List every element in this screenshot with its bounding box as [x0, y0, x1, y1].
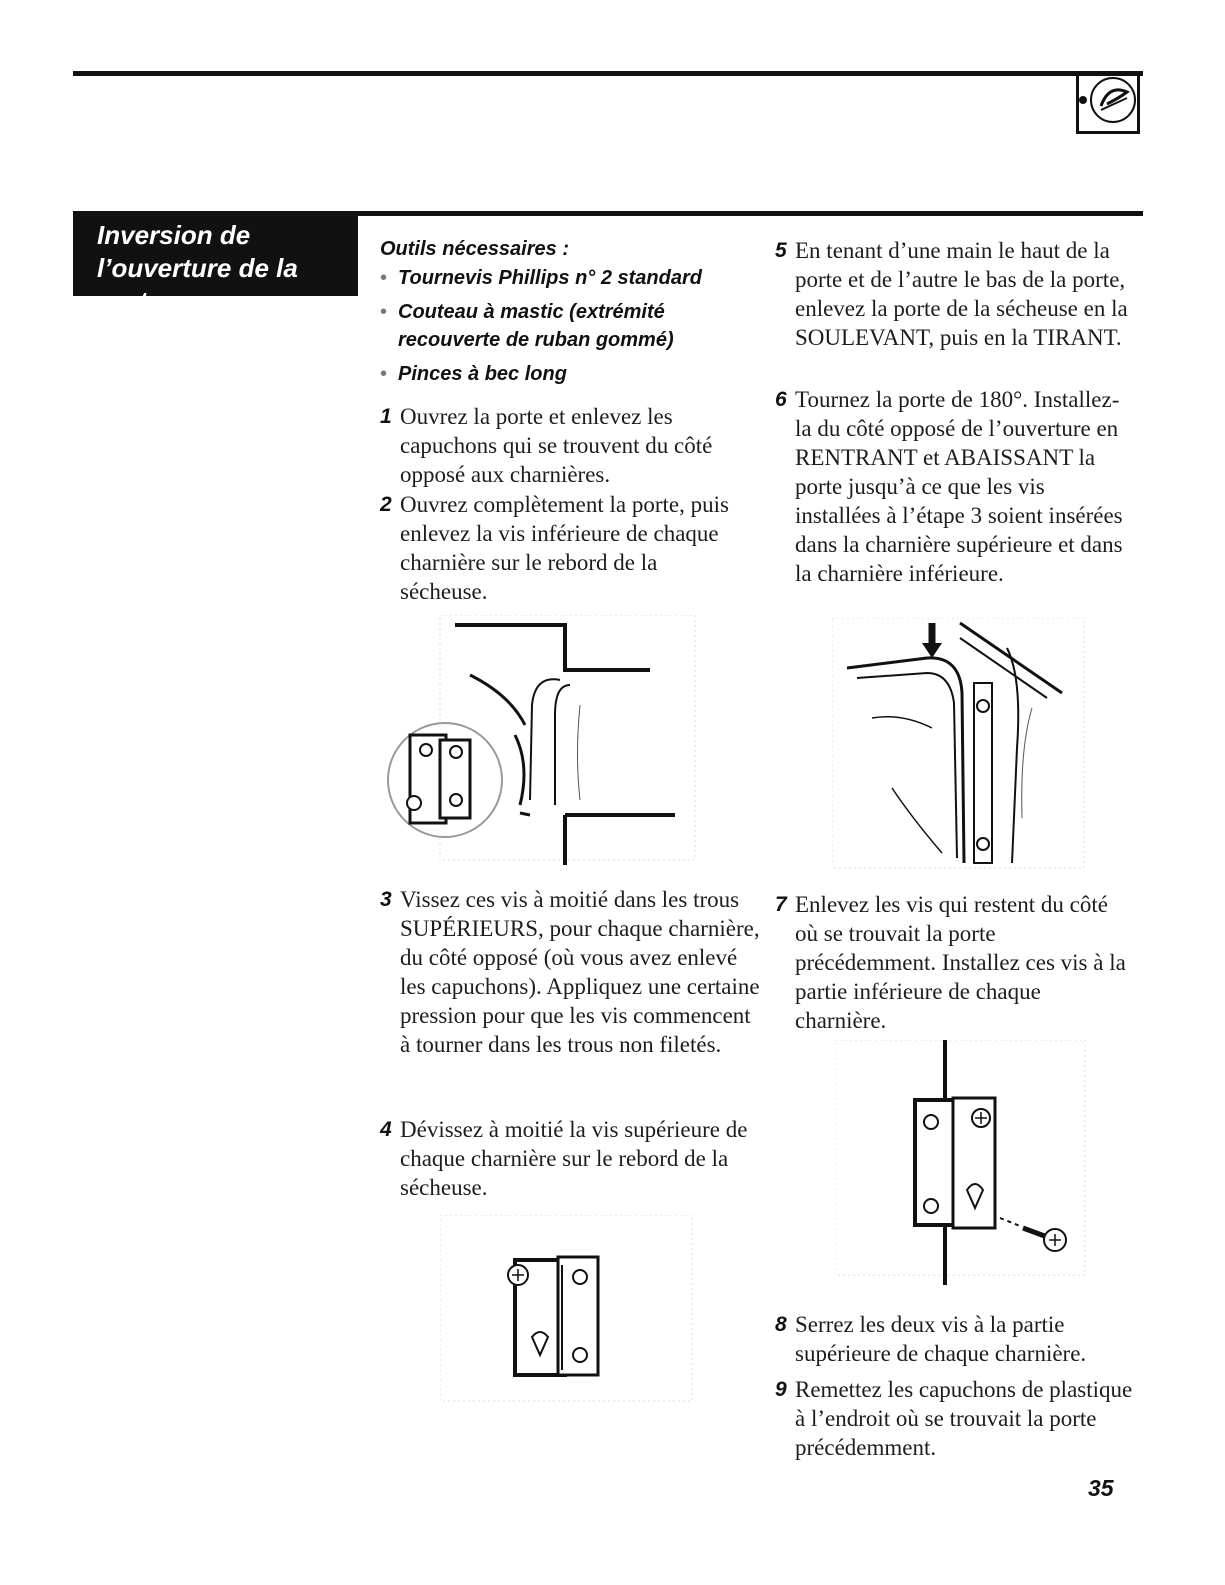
step-2 [380, 490, 735, 606]
step-number: 9 [775, 1378, 787, 1401]
section-title-line1: Inversion de [97, 220, 251, 250]
step-text: Serrez les deux vis à la partie supérieure de chaque charnière. [795, 1312, 1087, 1366]
step-number: 2 [380, 493, 392, 516]
step-6 [775, 385, 1135, 588]
step-5 [775, 236, 1135, 352]
step-9 [775, 1375, 1145, 1462]
step-number: 7 [775, 893, 787, 916]
step-number: 5 [775, 239, 787, 262]
figure-hinge-bottom-screw [835, 1040, 1090, 1285]
step-text: Enlevez les vis qui restent du côté où se trouvait la porte précédemment. Installez ces vis à la partie inférieure de chaque charnière. [795, 892, 1126, 1033]
step-4 [380, 1115, 750, 1202]
step-text: Tournez la porte de 180°. Installez-la du côté opposé de l’ouverture en RENTRANT et ABAISSANT la porte jusqu’à ce que les vis installées à l’étape 3 soient insérées dans la charnière supérieure et dans la charnière inférieure. [795, 387, 1123, 586]
tools-heading: Outils nécessaires : [380, 238, 569, 260]
step-1 [380, 402, 730, 489]
tools-list [380, 234, 740, 394]
figure-hinge-screw [440, 1215, 695, 1405]
step-number: 6 [775, 388, 787, 411]
step-text: En tenant d’une main le haut de la porte et de l’autre le bas de la porte, enlevez la porte de la sécheuse en la SOULEVANT, puis en la TIRANT. [795, 238, 1128, 350]
figure-door-reinstall [832, 618, 1087, 873]
section-title [73, 211, 358, 316]
tool-item: • Tournevis Phillips n° 2 standard [380, 264, 740, 292]
step-number: 1 [380, 405, 392, 428]
header-logo-box [1076, 76, 1140, 134]
step-text: Vissez ces vis à moitié dans les trous SUPÉRIEURS, pour chaque charnière, du côté opposé (où vous avez enlevé les capuchons). Appliquez une certaine pression pour que les vis commencent à tourner dans les trous non filetés. [400, 887, 760, 1057]
step-3 [380, 885, 760, 1059]
step-number: 3 [380, 888, 392, 911]
step-text: Ouvrez complètement la porte, puis enlevez la vis inférieure de chaque charnière sur le rebord de la sécheuse. [400, 492, 729, 604]
bullet-icon: • [380, 301, 388, 323]
ge-logo-icon [1079, 76, 1137, 131]
tool-item: • Pinces à bec long [380, 360, 740, 388]
step-text: Ouvrez la porte et enlevez les capuchons qui se trouvent du côté opposé aux charnières. [400, 404, 713, 487]
step-text: Dévissez à moitié la vis supérieure de chaque charnière sur le rebord de la sécheuse. [400, 1117, 748, 1200]
step-text: Remettez les capuchons de plastique à l’endroit où se trouvait la porte précédemment. [795, 1377, 1133, 1460]
figure-hinge-removal [370, 615, 700, 865]
step-7 [775, 890, 1135, 1035]
top-rule [73, 71, 1143, 76]
step-number: 4 [380, 1118, 392, 1141]
tool-item: • Couteau à mastic (extrémité recouverte de ruban gommé) [380, 298, 740, 354]
bullet-icon: • [380, 267, 388, 289]
section-rule [358, 211, 1143, 216]
section-title-line2: l’ouverture de la porte [97, 253, 298, 316]
step-8 [775, 1310, 1140, 1368]
page-number: 35 [1088, 1475, 1114, 1501]
step-number: 8 [775, 1313, 787, 1336]
bullet-icon: • [380, 363, 388, 385]
